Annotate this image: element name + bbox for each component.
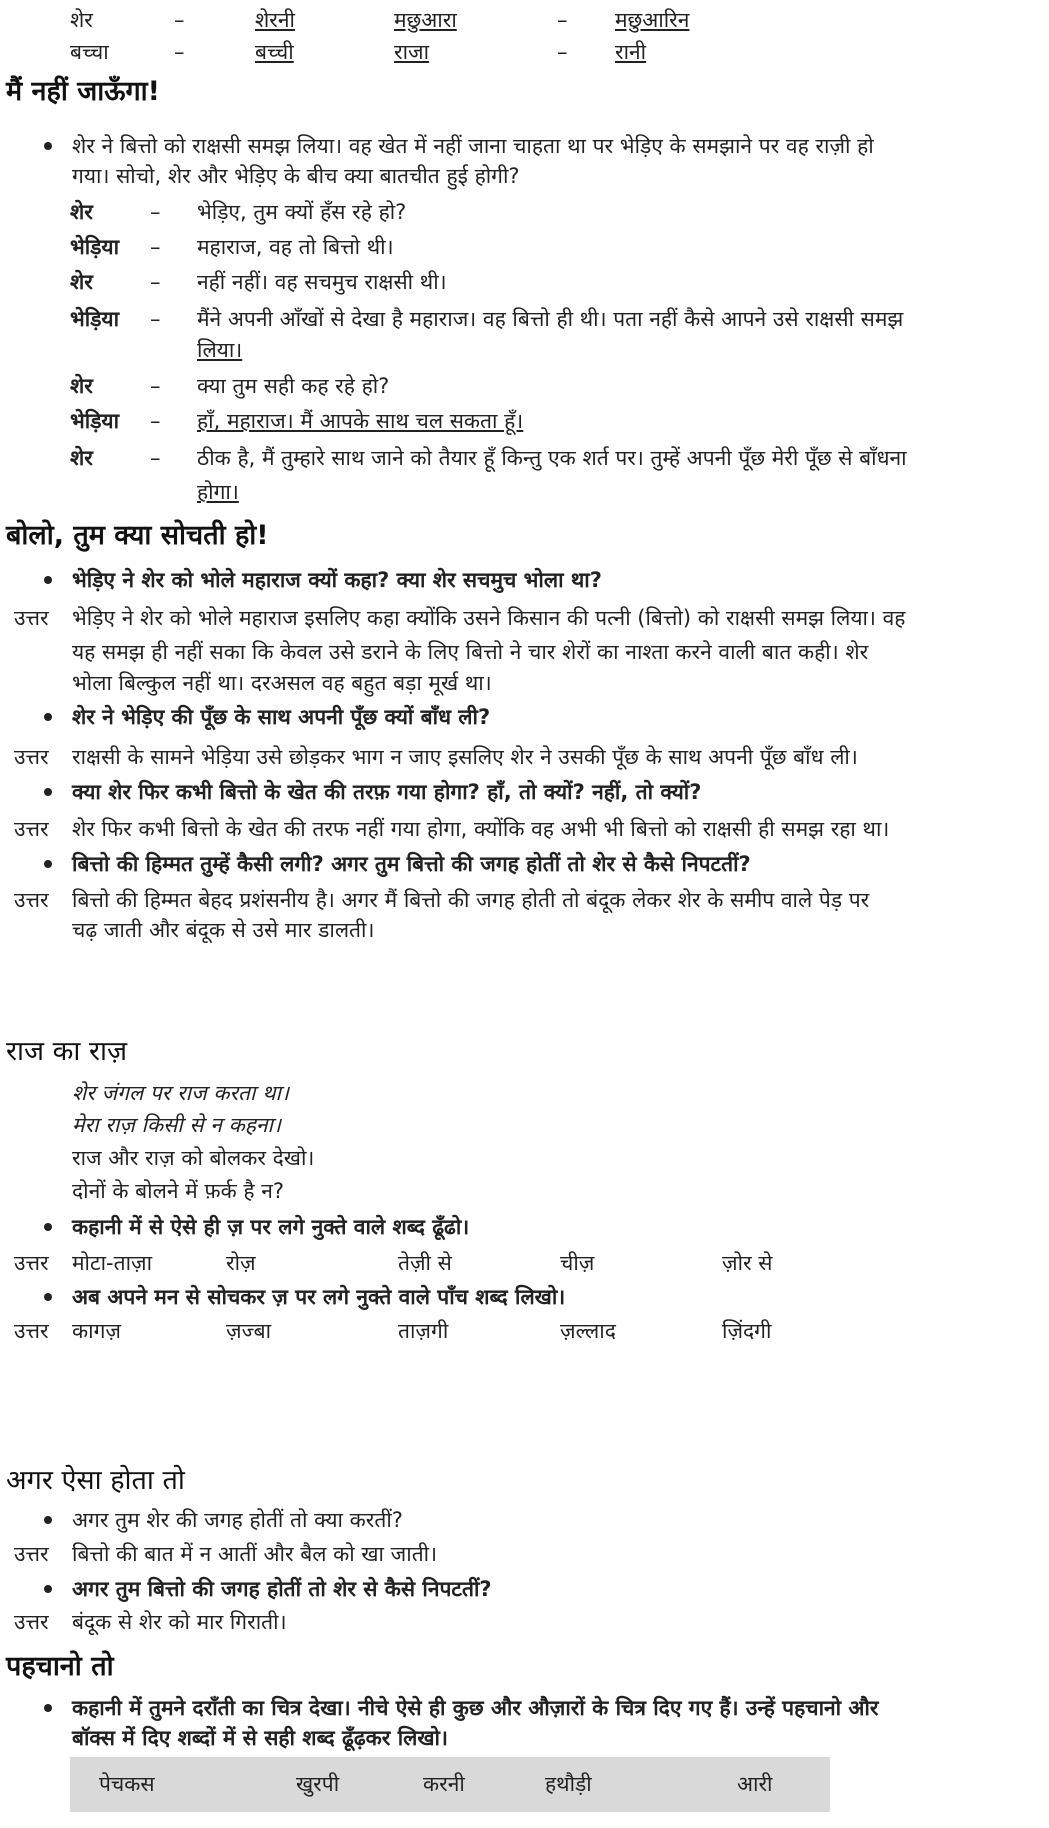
speaker: शेर	[70, 374, 93, 398]
box-word: पेचकस	[99, 1772, 155, 1796]
box-word: खुरपी	[296, 1772, 340, 1796]
dialogue-line: महाराज, वह तो बित्तो थी।	[197, 235, 394, 259]
dash: –	[174, 8, 185, 32]
question: शेर ने भेड़िए की पूँछ के साथ अपनी पूँछ क्यों बाँध ली?	[72, 705, 491, 729]
word: रानी	[615, 40, 647, 64]
answer-line: भोला बिल्कुल नहीं था। दरअसल वह बहुत बड़ा मूर्ख था।	[72, 671, 492, 695]
word: शेर	[70, 8, 93, 32]
speaker: भेड़िया	[70, 235, 120, 259]
box-word: हथौड़ी	[545, 1772, 592, 1796]
dialogue-line: होगा।	[197, 480, 239, 504]
section-heading: अगर ऐसा होता तो	[6, 1465, 185, 1496]
answer-label: उत्तर	[14, 745, 49, 769]
answer-word: ज़ोर से	[722, 1251, 773, 1275]
dash: –	[150, 270, 161, 294]
answer-label: उत्तर	[14, 1610, 49, 1634]
answer-word: ताज़गी	[398, 1319, 449, 1343]
dash: –	[174, 40, 185, 64]
answer-label: उत्तर	[14, 1251, 49, 1275]
bullet-icon	[44, 860, 52, 868]
dash: –	[557, 8, 568, 32]
answer-word: ज़ल्लाद	[560, 1319, 616, 1343]
bullet-icon	[44, 713, 52, 721]
dialogue-line: ठीक है, मैं तुम्हारे साथ जाने को तैयार हूँ किन्तु एक शर्त पर। तुम्हें अपनी पूँछ मेरी पूँछ से बाँधना	[197, 446, 907, 470]
dialogue-line: नहीं नहीं। वह सचमुच राक्षसी थी।	[197, 270, 447, 294]
bullet-icon	[44, 1516, 52, 1524]
answer-line: भेड़िए ने शेर को भोले महाराज इसलिए कहा क्योंकि उसने किसान की पत्नी (बित्तो) को राक्षसी समझ लिया। वह	[72, 606, 906, 630]
word: बच्चा	[70, 40, 109, 64]
bullet-icon	[44, 1293, 52, 1301]
word: राजा	[394, 40, 430, 64]
speaker: भेड़िया	[70, 409, 120, 433]
word: शेरनी	[255, 8, 295, 32]
answer-word: चीज़	[560, 1251, 595, 1275]
answer-word: रोज़	[226, 1251, 256, 1275]
dash: –	[150, 235, 161, 259]
answer-line: बंदूक से शेर को मार गिराती।	[72, 1610, 287, 1634]
dialogue-line: मैंने अपनी आँखों से देखा है महाराज। वह बित्तो ही थी। पता नहीं कैसे आपने उसे राक्षसी समझ	[197, 307, 904, 331]
answer-label: उत्तर	[14, 1319, 49, 1343]
section-heading: बोलो, तुम क्या सोचती हो!	[6, 520, 269, 551]
dash: –	[150, 374, 161, 398]
speaker: भेड़िया	[70, 307, 120, 331]
answer-line: यह समझ ही नहीं सका कि केवल उसे डराने के लिए बित्तो ने चार शेरों का नाश्ता करने वाली बात कही। शेर	[72, 640, 869, 664]
answer-word: ज़ज्बा	[226, 1319, 272, 1343]
dialogue-line: क्या तुम सही कह रहे हो?	[197, 374, 390, 398]
question: अगर तुम शेर की जगह होतीं तो क्या करतीं?	[72, 1508, 403, 1532]
dialogue-line: हाँ, महाराज। मैं आपके साथ चल सकता हूँ।	[197, 409, 524, 433]
dash: –	[150, 200, 161, 224]
dash: –	[150, 446, 161, 470]
bullet-icon	[44, 788, 52, 796]
answer-label: उत्तर	[14, 1542, 49, 1566]
question: अब अपने मन से सोचकर ज़ पर लगे नुक्ते वाले पाँच शब्द लिखो।	[72, 1285, 566, 1309]
question: अगर तुम बित्तो की जगह होतीं तो शेर से कैसे निपटतीं?	[72, 1577, 492, 1601]
speaker: शेर	[70, 270, 93, 294]
example-line: मेरा राज़ किसी से न कहना।	[72, 1113, 281, 1137]
answer-word: मोटा-ताज़ा	[72, 1251, 153, 1275]
prompt-line: कहानी में तुमने दराँती का चित्र देखा। नीचे ऐसे ही कुछ और औज़ारों के चित्र दिए गए हैं। उन्हें पहचानो और	[72, 1696, 879, 1720]
box-word: आरी	[737, 1772, 773, 1796]
question: कहानी में से ऐसे ही ज़ पर लगे नुक्ते वाले शब्द ढूँढो।	[72, 1215, 470, 1239]
question: भेड़िए ने शेर को भोले महाराज क्यों कहा? क्या शेर सचमुच भोला था?	[72, 568, 602, 592]
answer-word: कागज़	[72, 1319, 121, 1343]
answer-word: ज़िंदगी	[722, 1319, 772, 1343]
answer-word: तेज़ी से	[398, 1251, 452, 1275]
speaker: शेर	[70, 446, 93, 470]
answer-line: चढ़ जाती और बंदूक से उसे मार डालती।	[72, 918, 375, 942]
answer-label: उत्तर	[14, 888, 49, 912]
section-heading: पहचानो तो	[6, 1651, 114, 1682]
example-line: राज और राज़ को बोलकर देखो।	[72, 1146, 315, 1170]
bullet-icon	[44, 576, 52, 584]
word: बच्ची	[255, 40, 294, 64]
answer-line: शेर फिर कभी बित्तो के खेत की तरफ नहीं गया होगा, क्योंकि वह अभी भी बित्तो को राक्षसी ही समझ रहा था।	[72, 817, 890, 841]
answer-line: बित्तो की हिम्मत बेहद प्रशंसनीय है। अगर मैं बित्तो की जगह होती तो बंदूक लेकर शेर के समीप वाले पेड़ पर	[72, 888, 870, 912]
example-line: शेर जंगल पर राज करता था।	[72, 1081, 289, 1105]
bullet-icon	[44, 1223, 52, 1231]
bullet-icon	[44, 1704, 52, 1712]
dialogue-line: भेड़िए, तुम क्यों हँस रहे हो?	[197, 200, 407, 224]
section-heading: राज का राज़	[6, 1036, 128, 1067]
dialogue-line: लिया।	[197, 338, 243, 362]
question: क्या शेर फिर कभी बित्तो के खेत की तरफ़ गया होगा? हाँ, तो क्यों? नहीं, तो क्यों?	[72, 780, 702, 804]
prompt-line: गया। सोचो, शेर और भेड़िए के बीच क्या बातचीत हुई होगी?	[72, 164, 520, 188]
dash: –	[150, 409, 161, 433]
section-heading: मैं नहीं जाऊँगा!	[6, 76, 160, 107]
bullet-icon	[44, 142, 52, 150]
word: मछुआरा	[394, 8, 457, 32]
example-line: दोनों के बोलने में फ़र्क है न?	[72, 1179, 285, 1203]
speaker: शेर	[70, 200, 93, 224]
answer-label: उत्तर	[14, 606, 49, 630]
dash: –	[557, 40, 568, 64]
box-word: करनी	[423, 1772, 465, 1796]
bullet-icon	[44, 1585, 52, 1593]
answer-line: राक्षसी के सामने भेड़िया उसे छोड़कर भाग न जाए इसलिए शेर ने उसकी पूँछ के साथ अपनी पूँछ बाँध ली।	[72, 745, 858, 769]
answer-line: बित्तो की बात में न आतीं और बैल को खा जाती।	[72, 1542, 438, 1566]
answer-label: उत्तर	[14, 817, 49, 841]
word: मछुआरिन	[615, 8, 690, 32]
prompt-line: बॉक्स में दिए शब्दों में से सही शब्द ढूँढ़कर लिखो।	[72, 1726, 448, 1750]
prompt-line: शेर ने बित्तो को राक्षसी समझ लिया। वह खेत में नहीं जाना चाहता था पर भेड़िए के समझाने पर वह राज़ी हो	[72, 134, 874, 158]
question: बित्तो की हिम्मत तुम्हें कैसी लगी? अगर तुम बित्तो की जगह होतीं तो शेर से कैसे निपटतीं?	[72, 852, 751, 876]
dash: –	[150, 307, 161, 331]
